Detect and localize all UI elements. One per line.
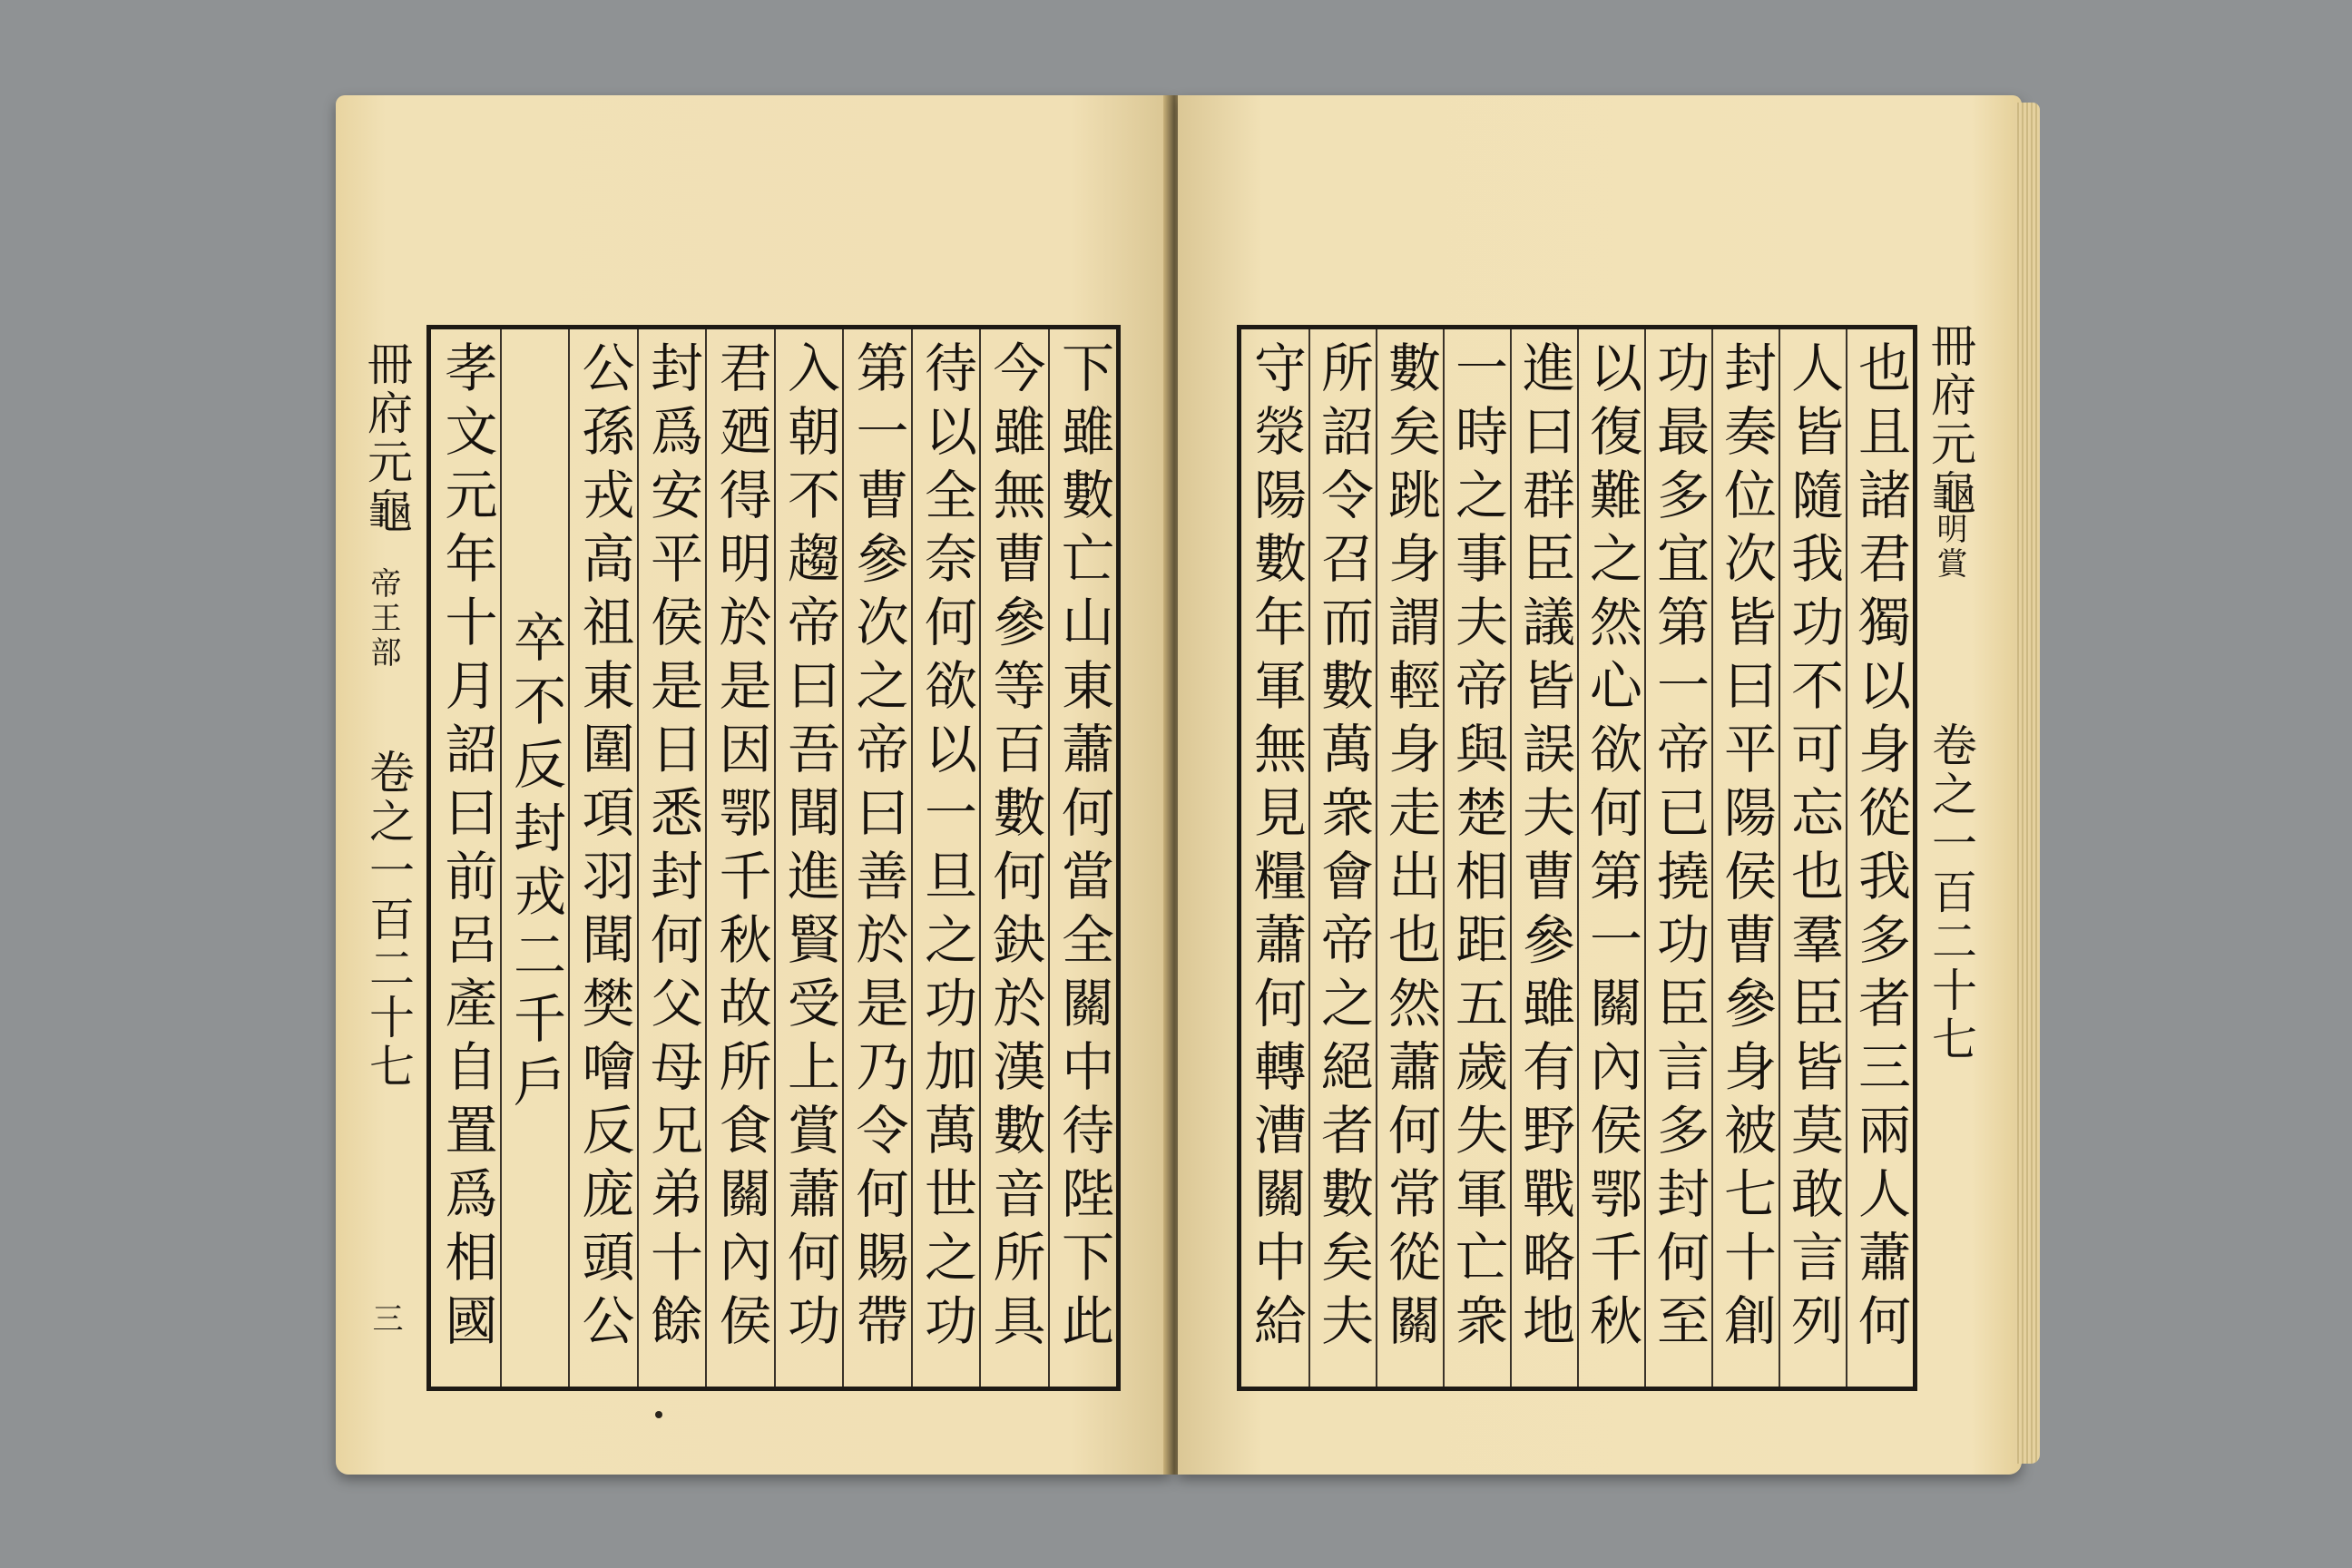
text-column: 所詔令召而數萬衆會帝之絕者數矣夫 bbox=[1308, 329, 1376, 1387]
right-text-frame bbox=[1237, 325, 1917, 1391]
text-column: 孝文元年十月詔曰前呂產自置爲相國 bbox=[436, 340, 498, 1357]
right-margin-section: 明賞 bbox=[1931, 513, 1967, 582]
text-column: 入朝不趨帝曰吾聞進賢受上賞蕭何功 bbox=[774, 329, 843, 1387]
text-column: 君廼得明於是因鄂千秋故所食關內侯 bbox=[705, 329, 774, 1387]
text-column: 功最多宜第一帝已撓功臣言多封何至 bbox=[1644, 329, 1711, 1387]
ink-dot bbox=[655, 1411, 662, 1418]
text-column: 一時之事夫帝與楚相距五歲失軍亡衆 bbox=[1443, 329, 1510, 1387]
left-page bbox=[336, 95, 1171, 1475]
text-column: 也且諸君獨以身從我多者三兩人蕭何 bbox=[1846, 329, 1913, 1387]
right-page bbox=[1178, 95, 2022, 1475]
right-margin-title: 冊府元龜 bbox=[1924, 322, 1976, 518]
left-margin-section: 帝王部 bbox=[365, 567, 401, 671]
text-column: 封爲安平侯是日悉封何父母兄弟十餘 bbox=[637, 329, 706, 1387]
text-column: 人皆隨我功不可忘也羣臣皆莫敢言列 bbox=[1779, 329, 1846, 1387]
left-margin-title: 冊府元龜 bbox=[360, 340, 413, 536]
right-margin-volume: 卷之一百二十七 bbox=[1925, 721, 1977, 1064]
text-column: 公孫戎高祖東圍項羽聞樊噲反庞頭公 bbox=[568, 329, 637, 1387]
text-column: 今雖無曹參等百數何鈌於漢數音所具 bbox=[979, 329, 1048, 1387]
page-edge-stack bbox=[2014, 103, 2040, 1464]
text-column: 進曰群臣議皆誤夫曹參雖有野戰略地 bbox=[1510, 329, 1577, 1387]
text-column: 第一曹參次之帝曰善於是乃令何賜帶 bbox=[842, 329, 911, 1387]
text-column: 以復難之然心欲何第一關內侯鄂千秋 bbox=[1577, 329, 1644, 1387]
left-text-columns bbox=[431, 329, 1116, 1387]
left-margin-folio: 三 bbox=[367, 1302, 403, 1337]
open-book bbox=[336, 95, 2042, 1493]
left-margin-volume: 卷之一百二十七 bbox=[362, 749, 415, 1092]
text-column: 卒不反封戎二千戶 bbox=[500, 329, 569, 1387]
text-column: 封奏位次皆曰平陽侯曹參身被七十創 bbox=[1711, 329, 1779, 1387]
text-column: 待以全奈何欲以一旦之功加萬世之功 bbox=[911, 329, 980, 1387]
text-column: 守滎陽數年軍無見糧蕭何轉漕關中給 bbox=[1245, 340, 1307, 1357]
text-column: 數矣跳身謂輕身走出也然蕭何常從關 bbox=[1376, 329, 1443, 1387]
left-text-frame bbox=[426, 325, 1121, 1391]
text-column: 下雖數亡山東蕭何當全關中待陛下此 bbox=[1048, 329, 1117, 1387]
right-text-columns bbox=[1241, 329, 1913, 1387]
